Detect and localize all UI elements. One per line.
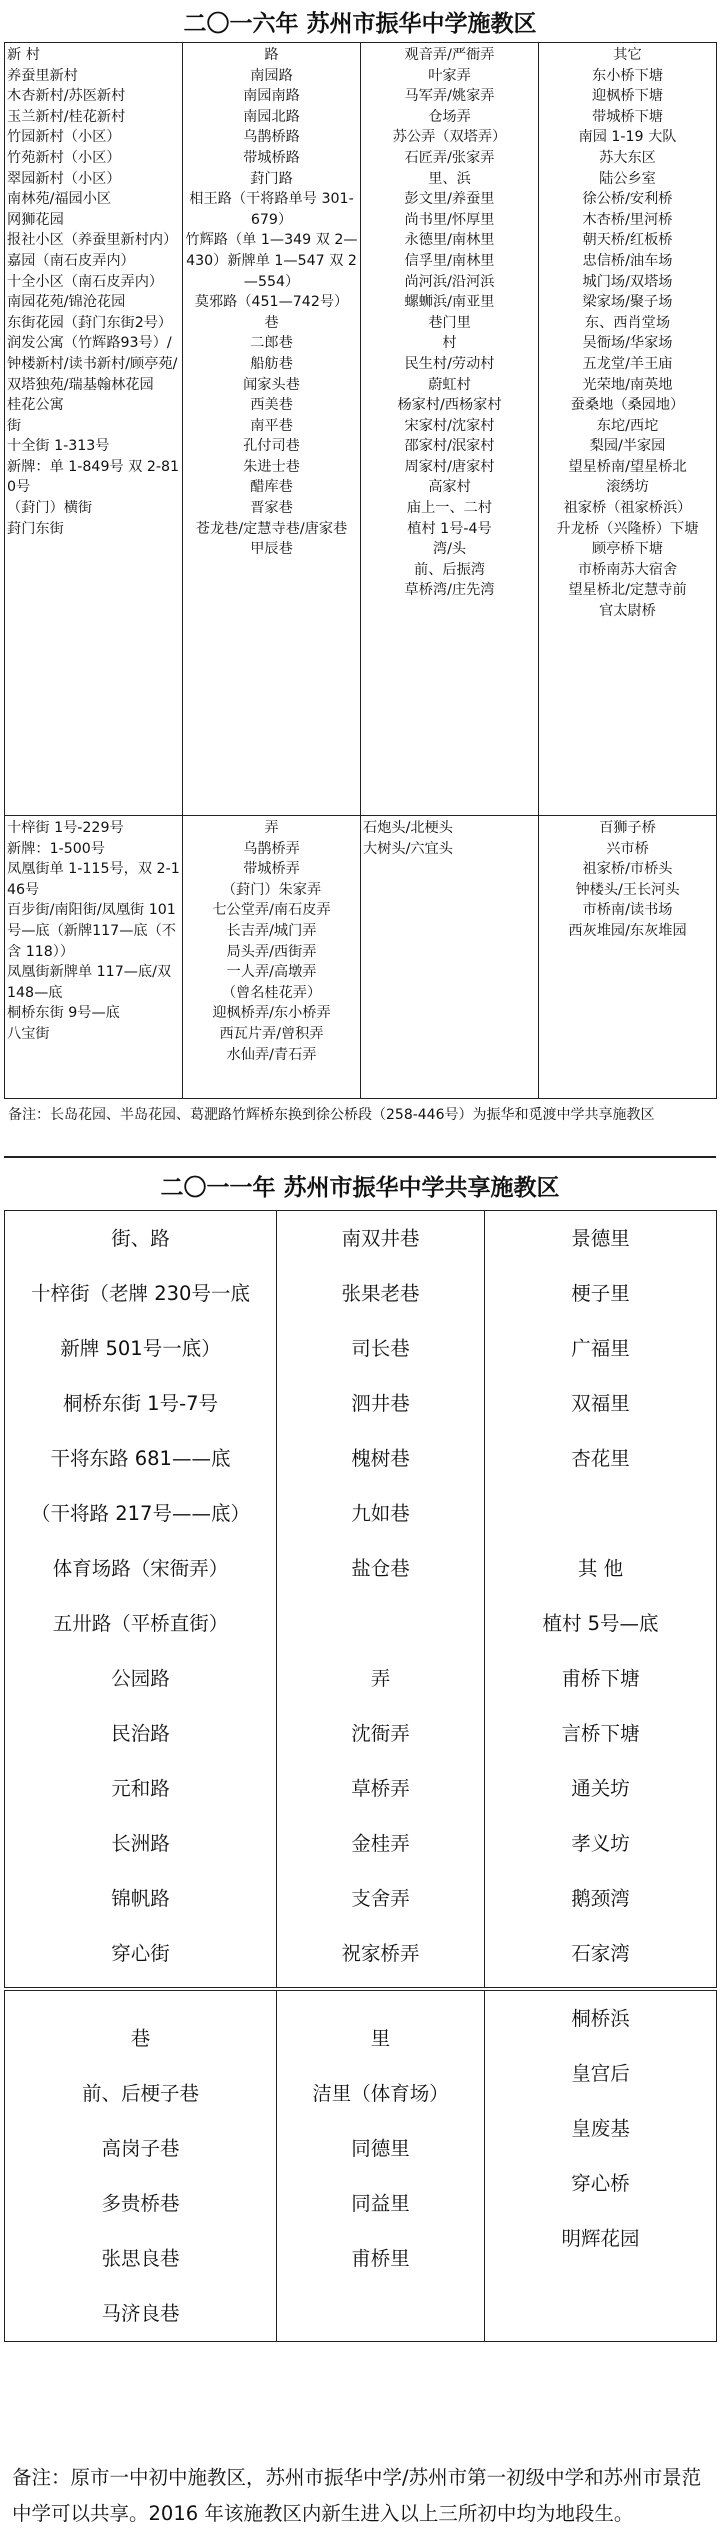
list-item: 南双井巷 [341,1227,420,1250]
list-item: 新牌：1-500号 [7,840,105,857]
list-item: 洁里（体育场） [312,2082,449,2105]
list-item: 望星桥南/望星桥北 [568,458,687,475]
list-item: 石炮头/北梗头 [363,820,453,836]
list-item: 南平巷 [250,417,293,434]
list-item: 祖家桥/市桥头 [582,861,673,878]
list-item: 朝天桥/红板桥 [582,232,673,249]
list-item: 新牌 501号一底） [60,1337,221,1360]
list-item: 一人弄/高墩弄 [226,964,317,981]
list-item: 多贵桥巷 [101,2192,180,2215]
list-item: 葑门东街 [7,520,64,537]
list-item: 马济良巷 [101,2302,180,2325]
list-item: 民生村/劳动村 [404,355,495,372]
list-item: 翠园新村（小区） [7,170,121,187]
list-item: 木杏新村/苏医新村 [7,88,126,105]
column-header: 其它 [613,47,642,63]
zone2-upper-row [5,1211,717,1988]
list-item: 巷门里 [428,314,471,331]
list-item: 里 [370,2027,391,2050]
zone2-col-2-lower [485,1991,717,2342]
list-item: 植村 1号-4号 [407,520,492,537]
zone2-col-0-lower [5,1991,277,2342]
list-item: 皇废基 [571,2117,630,2140]
list-item: 同益里 [351,2192,410,2215]
list-item: 迎枫桥下塘 [592,88,663,105]
list-item: 草桥湾/庄先湾 [404,582,495,599]
list-item [281,1596,480,1651]
list-item: 石匠弄/张家弄 [404,149,495,166]
list-item: 盐仓巷 [351,1557,410,1580]
list-item: 桐桥东街 1号-7号 [62,1392,219,1415]
list-item: 蔚虹村 [428,376,471,393]
list-item: 植村 5号—底 [542,1612,659,1635]
list-item: 西灰堆园/东灰堆园 [568,922,687,939]
list-item: 前、后振湾 [414,561,485,578]
list-item: 邵家村/泯家村 [404,438,495,455]
zone1-col-2-upper [361,43,539,816]
list-item: 高岗子巷 [101,2137,180,2160]
list-item: 苏公弄（双塔弄） [392,129,507,146]
list-item: 梁家场/聚子场 [582,294,673,311]
zone2-table-upper [4,1210,717,1988]
list-item: 梨园/半家园 [589,438,666,455]
list-item: 桐桥东街 9号—底 [7,1005,120,1022]
zone2-note-text: 备注：原市一中初中施教区，苏州市振华中学/苏州市第一初级中学和苏州市景范中学可以共享。2016 年该施教区内新生进入以上三所初中均为地段生。 [12,2466,702,2525]
list-item: 支舍弄 [351,1887,410,1910]
zone2-note [12,2460,712,2532]
list-item: 吴衙场/华家场 [582,335,673,352]
list-item: 乌鹊桥路 [243,129,300,146]
zone2-title: 二〇一一年 苏州市振华中学共享施教区 [160,1175,560,1201]
list-item: 永德里/南林里 [404,232,495,249]
list-item: 带城桥弄 [243,861,300,878]
column-header: 观音弄/严衙弄 [404,47,495,63]
list-item: 升龙桥（兴隆桥）下塘 [556,520,699,537]
list-item: 尚书里/怀厚里 [404,211,495,228]
list-item: 广福里 [571,1337,630,1360]
list-item: 螺蛳浜/南亚里 [404,294,495,311]
list-item [489,1486,712,1541]
list-item: 巷 [264,314,279,331]
section-divider [4,1156,716,1158]
list-item: 莫邪路（451—742号） [194,294,349,311]
list-item: 晋家巷 [250,500,293,517]
list-item: 体育场路（宋衙弄） [52,1557,229,1580]
list-item: 庙上一、二村 [406,500,493,517]
list-item: 市桥南苏大宿舍 [577,561,678,578]
list-item: 市桥南/读书场 [582,902,673,919]
column-header: 路 [264,47,279,63]
list-item: 葑门路 [250,170,293,187]
list-item: 张果老巷 [341,1282,420,1305]
list-item: 凤凰街单 1-115号，双 2-146号 [7,861,180,898]
zone1-col-2-lower [361,816,539,1099]
list-item: 甫桥下塘 [561,1667,640,1690]
list-item: 沈衙弄 [351,1722,410,1745]
zone1-col-0-lower [5,816,183,1099]
list-item: 东、西肖堂场 [584,314,671,331]
list-item: 元和路 [111,1777,170,1800]
list-item: 西瓦片弄/曾积弄 [219,1025,324,1042]
list-item: 忠信桥/油车场 [582,252,673,269]
zone1-table-upper [4,42,717,816]
list-item: 司长巷 [351,1337,410,1360]
list-item: 巷 [130,2027,151,2050]
list-item: 高家村 [428,479,471,496]
list-item: 滚绣坊 [606,479,649,496]
list-item: 彭文里/养蚕里 [404,191,495,208]
list-item: 乌鹊桥弄 [243,840,300,857]
list-item: 草桥弄 [351,1777,410,1800]
list-item: 弄 [370,1667,391,1690]
list-item: 苍龙巷/定慧寺巷/唐家巷 [195,520,348,537]
list-item: 其 他 [577,1557,624,1580]
list-item: 十梓街（老牌 230号一底 [31,1282,250,1305]
list-item: 祝家桥弄 [341,1942,420,1965]
zone1-col-1-lower [183,816,361,1099]
list-item: 木杏桥/里河桥 [582,211,673,228]
list-item: 迎枫桥弄/东小桥弄 [212,1005,331,1022]
list-item: 干将东路 681——底 [50,1447,231,1470]
zone1-note-text: 备注：长岛花园、半岛花园、葛淝路竹辉桥东换到徐公桥段（258-446号）为振华和觅渡中学共享施教区 [8,1107,655,1123]
list-item: 闻家头巷 [243,376,300,393]
list-item: （葑门）横街 [7,500,93,517]
list-item: 桂花公寓 [7,397,64,414]
list-item: 皇宫后 [571,2062,630,2085]
list-item: 带城桥下塘 [592,108,663,125]
list-item: 南林苑/福园小区 [7,191,112,208]
zone2-col-1-upper [277,1211,485,1988]
list-item: 仓场弄 [428,108,471,125]
zone2-col-0-upper [5,1211,277,1988]
list-item: 润发公寓（竹辉路93号）/钟楼新村/读书新村/顾亭苑/双塔独苑/瑞基翰林花园 [7,335,178,393]
zone1-col-0-upper [5,43,183,816]
list-item: 八宝街 [7,1025,50,1042]
list-item: 竹辉路（单 1—349 双 2—430）新牌单 1—547 双 2—554） [185,232,358,290]
zone2-lower-row [5,1991,717,2342]
list-item: 槐树巷 [351,1447,410,1470]
list-item: 双福里 [571,1392,630,1415]
list-item: 东街花园（葑门东街2号） [7,314,173,331]
list-item: 水仙弄/青石弄 [226,1046,317,1063]
list-item: 新牌：单 1-849号 双 2-810号 [7,458,180,496]
list-item: 船舫巷 [250,355,293,372]
list-item: 局头弄/西街弄 [226,943,317,960]
list-item: 张思良巷 [101,2247,180,2270]
column-header: 新 村 [7,47,40,63]
list-item: 鹅颈湾 [571,1887,630,1910]
list-item: 杨家村/西杨家村 [397,397,502,414]
list-item: （干将路 217号——底） [31,1502,250,1525]
zone1-col-3-lower [539,816,717,1099]
list-item: 竹园新村（小区） [7,129,121,146]
list-item: 梗子里 [571,1282,630,1305]
list-item: 长洲路 [111,1832,170,1855]
list-item: 南园路 [250,67,293,84]
list-item: 宋家村/沈家村 [404,417,495,434]
list-item: 陆公乡室 [599,170,656,187]
list-item: 锦帆路 [111,1887,170,1910]
list-item: 杏花里 [571,1447,630,1470]
zone1-lower-row [5,816,717,1099]
list-item: 竹苑新村（小区） [7,149,121,166]
list-item: 九如巷 [351,1502,410,1525]
list-item: 官太尉桥 [599,603,656,620]
list-item: 周家村/唐家村 [404,458,495,475]
list-item: （葑门）朱家弄 [221,881,322,898]
list-item: 网狮花园 [7,211,64,228]
list-item: 兴市桥 [606,840,649,857]
list-item: 养蚕里新村 [7,67,78,84]
list-item: 苏大东区 [599,149,656,166]
zone1-col-3-upper [539,43,717,816]
list-item: 西美巷 [250,397,293,414]
list-item: 城门场/双塔场 [582,273,673,290]
list-item: 五卅路（平桥直街） [52,1612,229,1635]
list-item: 醋库巷 [250,479,293,496]
list-item: 民治路 [111,1722,170,1745]
list-item: 尚河浜/沿河浜 [404,273,495,290]
list-item: 穿心桥 [571,2172,630,2195]
list-item: 凤凰街新牌单 117—底/双 148—底 [7,964,172,1001]
list-item: 百步街/南阳街/凤凰街 101号—底（新牌117—底（不含 118）） [7,902,176,960]
list-item: 弄 [264,820,279,836]
list-item: 街 [7,417,22,434]
list-item: 钟楼头/王长河头 [575,881,680,898]
list-item: 同德里 [351,2137,410,2160]
zone2-col-2-upper [485,1211,717,1988]
list-item: 里、浜 [428,170,471,187]
list-item: 公园路 [111,1667,170,1690]
list-item: 带城桥路 [243,149,300,166]
list-item: 石家湾 [571,1942,630,1965]
list-item: 徐公桥/安利桥 [582,191,673,208]
list-item: 十全小区（南石皮弄内） [7,273,164,290]
list-item: 马军弄/姚家弄 [404,88,495,105]
list-item: 东坨/西坨 [596,417,659,434]
list-item: 街、路 [111,1227,170,1250]
list-item: 南园北路 [243,108,300,125]
list-item: 相王路（干将路单号 301-679） [189,191,354,228]
list-item: 穿心街 [111,1942,170,1965]
list-item: 湾/头 [432,541,467,558]
list-item: 村 [442,335,457,352]
zone1-table-lower [4,815,717,1099]
list-item: 蚕桑地（桑园地） [570,397,685,414]
list-item: 大树头/六宜头 [363,840,453,857]
list-item: 十梓街 1号-229号 [7,820,124,836]
zone1-title: 二〇一六年 苏州市振华中学施教区 [183,11,537,37]
list-item: 南园 1-19 大队 [578,129,677,146]
list-item: 甫桥里 [351,2247,410,2270]
list-item: 孔付司巷 [243,438,300,455]
list-item: 朱进士巷 [243,458,300,475]
list-item: （曾名桂花弄） [221,984,322,1001]
list-item: 金桂弄 [351,1832,410,1855]
list-item: 泗井巷 [351,1392,410,1415]
list-item: 顾亭桥下塘 [592,541,663,558]
zone2-table-lower [4,1990,717,2342]
list-item: 五龙堂/羊王庙 [582,355,673,372]
zone1-note [8,1104,712,1126]
list-item: 七公堂弄/南石皮弄 [212,902,331,919]
list-item: 叶家弄 [428,67,471,84]
list-item: 甲辰巷 [250,541,293,558]
zone1-col-1-upper [183,43,361,816]
list-item: 通关坊 [571,1777,630,1800]
list-item: 南园花苑/锦沧花园 [7,294,126,311]
list-item: 望星桥北/定慧寺前 [568,582,687,599]
list-item: 前、后梗子巷 [81,2082,199,2105]
list-item: 东小桥下塘 [592,67,663,84]
list-item: 十全街 1-313号 [7,438,110,455]
list-item: 桐桥浜 [571,2007,630,2030]
zone1-upper-row [5,43,717,816]
list-item: 孝义坊 [571,1832,630,1855]
list-item: 二郎巷 [250,335,293,352]
list-item: 百狮子桥 [599,820,656,836]
list-item: 景德里 [571,1227,630,1250]
list-item: 嘉园（南石皮弄内） [7,252,135,269]
list-item: 明辉花园 [561,2227,640,2250]
zone2-col-1-lower [277,1991,485,2342]
list-item: 信孚里/南林里 [404,252,495,269]
list-item: 南园南路 [243,88,300,105]
list-item: 报社小区（养蚕里新村内） [7,232,178,249]
list-item: 光荣地/南英地 [582,376,673,393]
list-item: 言桥下塘 [561,1722,640,1745]
list-item: 祖家桥（祖家桥浜） [563,500,692,517]
list-item: 玉兰新村/桂花新村 [7,108,126,125]
list-item: 长吉弄/城门弄 [226,922,317,939]
